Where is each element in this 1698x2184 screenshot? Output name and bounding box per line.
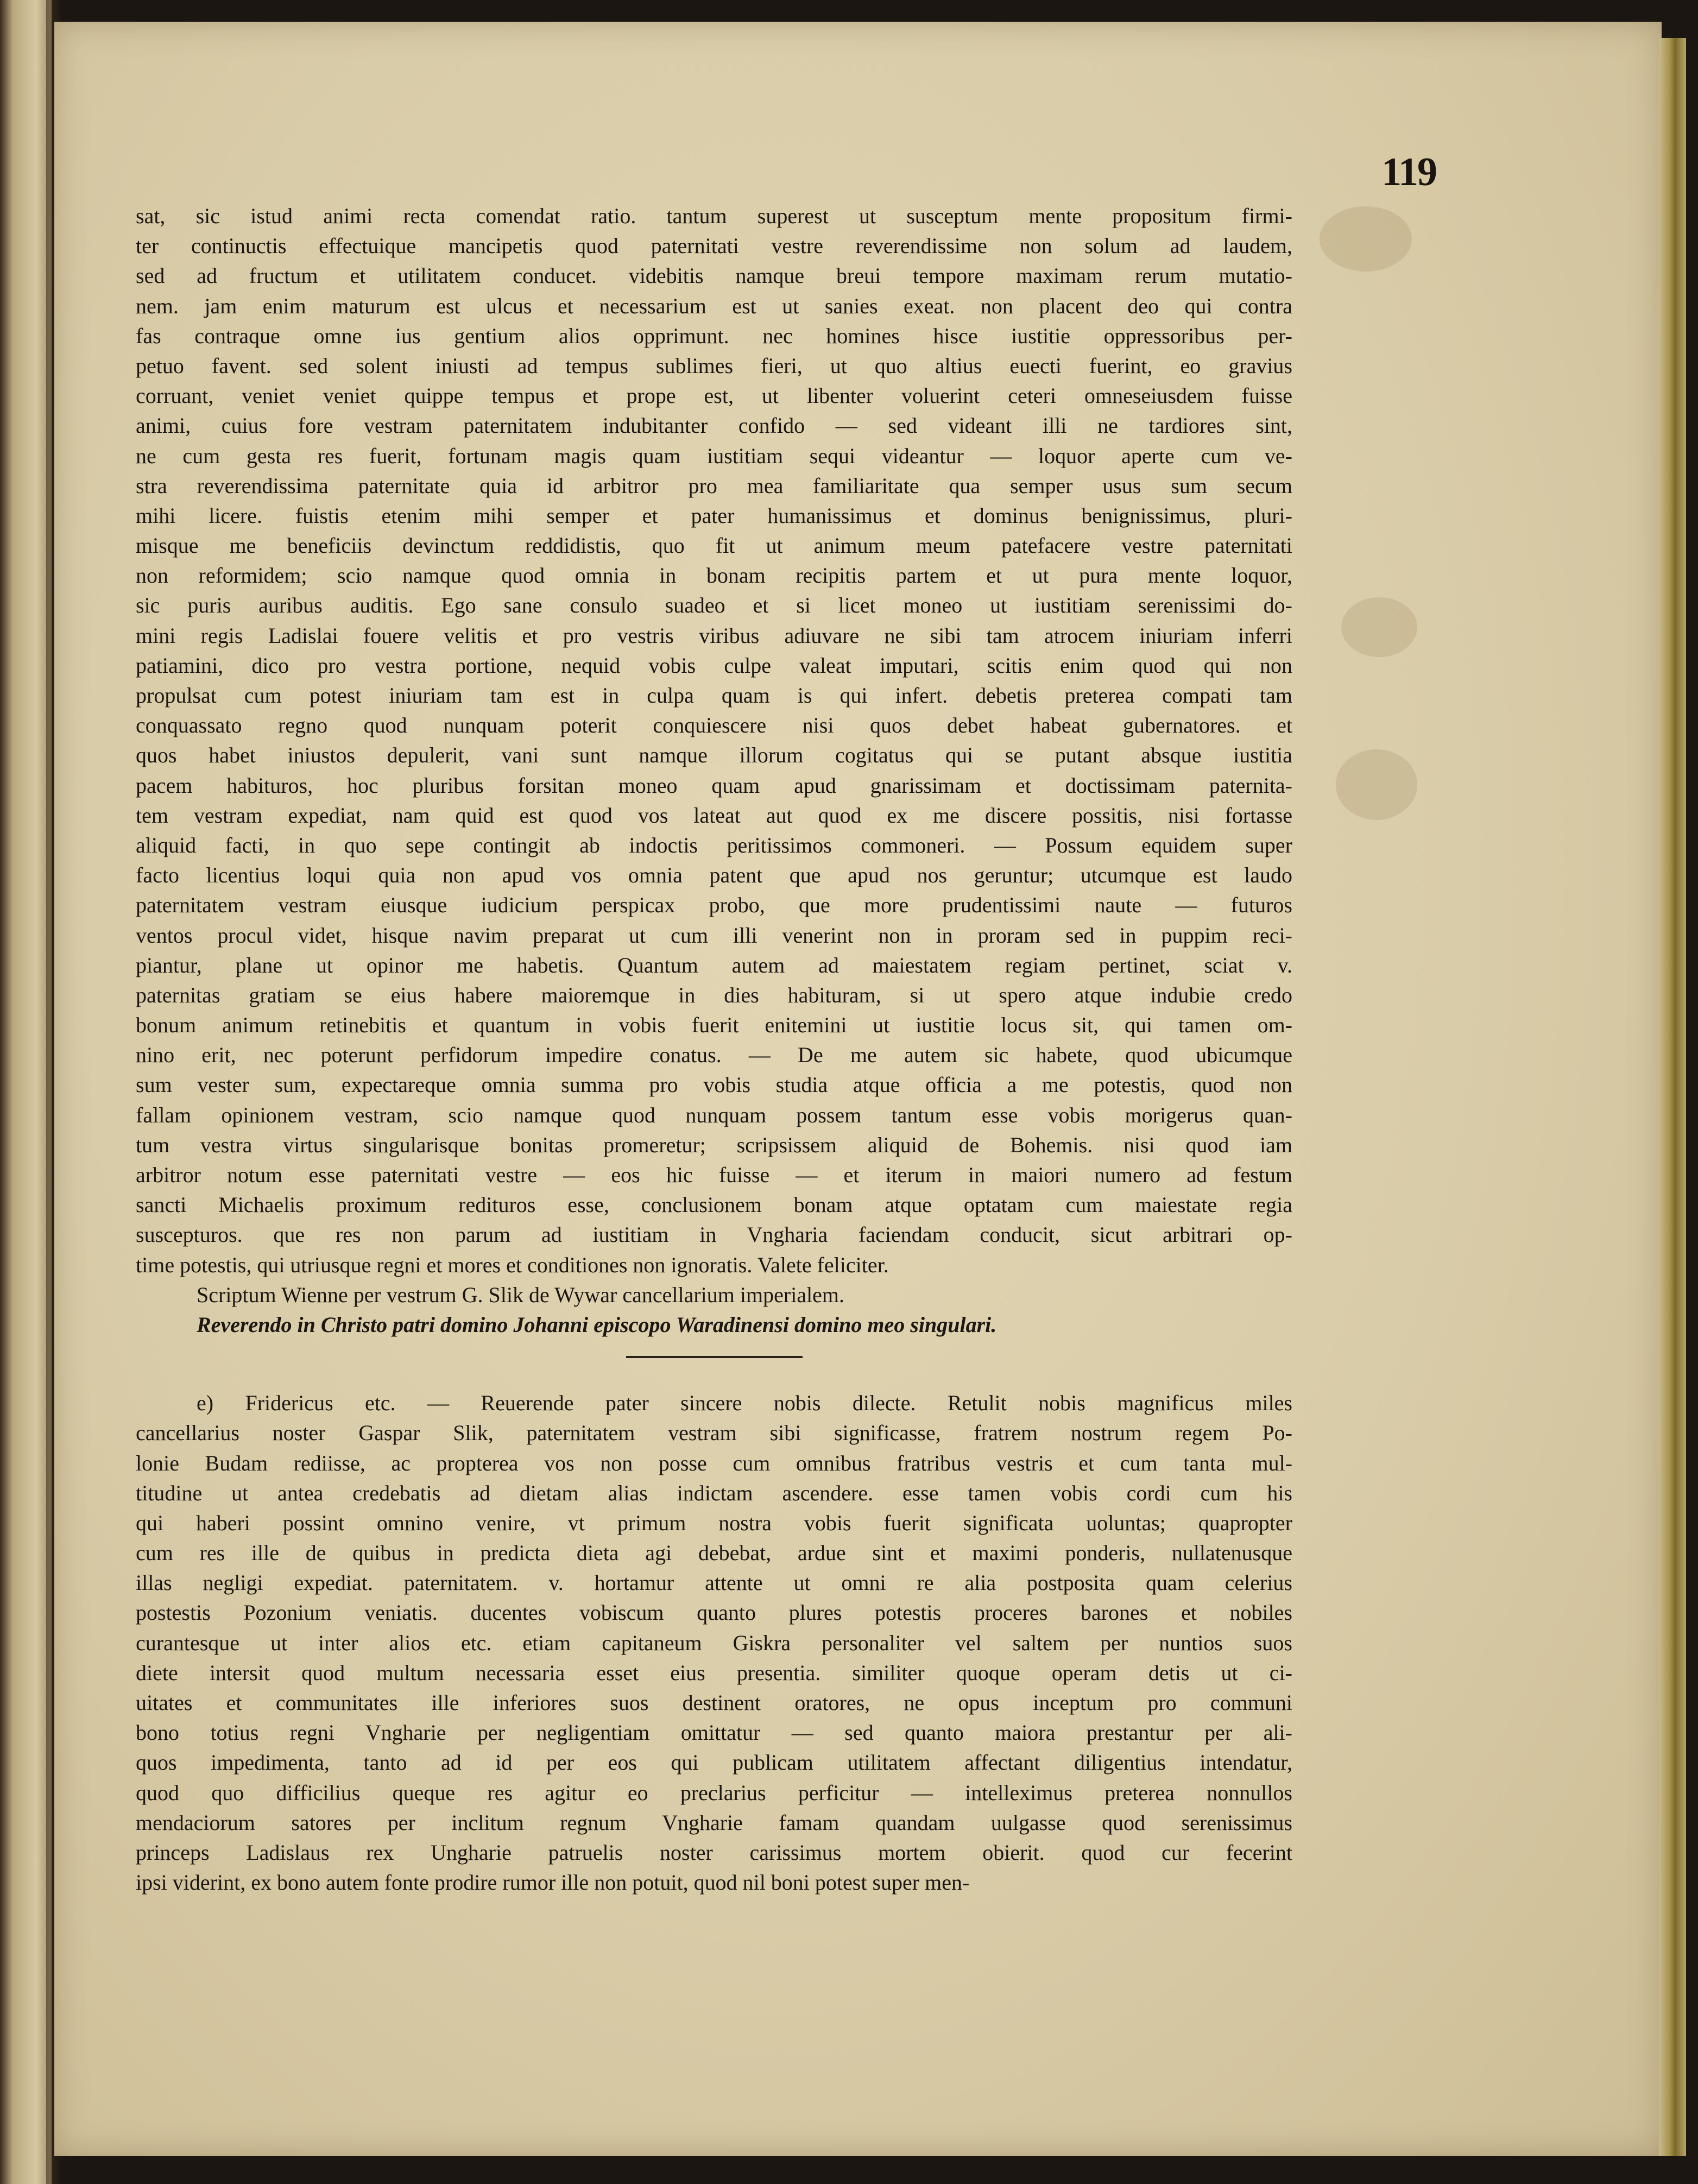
text-line: stra reverendissima paternitate quia id arbitror pro mea familiaritate qua semper usus sum secum xyxy=(136,473,1292,498)
text-line: time potestis, qui utriusque regni et mores et conditiones non ignoratis. Valete feliciter. xyxy=(136,1252,889,1277)
text-line: non reformidem; scio namque quod omnia in bonam recipitis partem et ut pura mente loquor, xyxy=(136,563,1292,588)
text-line: nem. jam enim maturum est ulcus et necessarium est ut sanies exeat. non placent deo qui contra xyxy=(136,293,1292,318)
text-line: aliquid facti, in quo sepe contingit ab indoctis peritissimos commoneri. — Possum equidem super xyxy=(136,832,1292,857)
text-line: conquassato regno quod nunquam poterit conquiescere nisi quos debet habeat gubernatores. et xyxy=(136,713,1292,738)
text-line: patiamini, dico pro vestra portione, nequid vobis culpe valeat imputari, scitis enim quod qui non xyxy=(136,653,1292,678)
text-line: facto licentius loqui quia non apud vos omnia patent que apud nos geruntur; utcumque est laudo xyxy=(136,863,1292,888)
letter-address: Reverendo in Christo patri domino Johanni episcopo Waradinensi domino meo singulari. xyxy=(197,1312,997,1337)
text-line: tum vestra virtus singularisque bonitas promeretur; scripsissem aliquid de Bohemis. nisi quod iam xyxy=(136,1132,1292,1157)
text-line: ipsi viderint, ex bono autem fonte prodire rumor ille non potuit, quod nil boni potest super men- xyxy=(136,1870,970,1895)
text-line: quod quo difficilius queque res agitur eo preclarius perficitur — intelleximus preterea nonnullos xyxy=(136,1780,1292,1805)
text-line: qui haberi possint omnino venire, vt primum nostra vobis fuerit significata uoluntas; quapropter xyxy=(136,1510,1292,1535)
text-line: fas contraque omne ius gentium alios opprimunt. nec homines hisce iustitie oppressoribus per- xyxy=(136,323,1292,348)
text-line: mihi licere. fuistis etenim mihi semper et pater humanissimus et dominus benignissimus, pluri- xyxy=(136,503,1292,528)
text-line: paternitas gratiam se eius habere maioremque in dies habituram, si ut spero atque indubie credo xyxy=(136,982,1292,1007)
text-line: e) Fridericus etc. — Reuerende pater sincere nobis dilecte. Retulit nobis magnificus miles xyxy=(197,1391,1292,1416)
text-line: sum vester sum, expectareque omnia summa pro vobis studia atque officia a me potestis, quod non xyxy=(136,1072,1292,1097)
text-line: bonum animum retinebitis et quantum in vobis fuerit enitemini ut iustitie locus sit, qui tamen om- xyxy=(136,1013,1292,1038)
letter-text xyxy=(136,201,1292,1280)
text-line: sed ad fructum et utilitatem conducet. videbitis namque breui tempore maximam rerum mutatio- xyxy=(136,263,1292,288)
text-line: illas negligi expediat. paternitatem. v. hortamur attente ut omni re alia postposita quam celerius xyxy=(136,1570,1292,1595)
text-line: paternitatem vestram eiusque iudicium perspicax probo, que more prudentissimi naute — futuros xyxy=(136,893,1292,918)
text-line: sat, sic istud animi recta comendat ratio. tantum superest ut susceptum mente propositum firmi- xyxy=(136,204,1292,228)
text-line: misque me beneficiis devinctum reddidistis, quo fit ut animum meum patefacere vestre paternitati xyxy=(136,533,1292,558)
text-line: pacem habituros, hoc pluribus forsitan moneo quam apud gnarissimam et doctissimam paternita- xyxy=(136,773,1292,798)
letter-signature: Scriptum Wienne per vestrum G. Slik de Wywar cancellarium imperialem. xyxy=(197,1282,845,1307)
text-line: petuo favent. sed solent iniusti ad tempus sublimes fieri, ut quo altius euecti fuerint, eo gravius xyxy=(136,353,1292,378)
text-line: nino erit, nec poterunt perfidorum impedire conatus. — De me autem sic habete, quod ubicumque xyxy=(136,1043,1292,1068)
text-line: arbitror notum esse paternitati vestre — eos hic fuisse — et iterum in maiori numero ad festum xyxy=(136,1163,1292,1187)
left-page-edge xyxy=(0,0,52,2184)
text-line: cancellarius noster Gaspar Slik, paternitatem vestram sibi significasse, fratrem nostrum regem Po- xyxy=(136,1421,1292,1446)
section-divider xyxy=(626,1356,803,1358)
text-line: piantur, plane ut opinor me habetis. Quantum autem ad maiestatem regiam pertinet, sciat v. xyxy=(136,952,1292,977)
text-line: cum res ille de quibus in predicta dieta agi debebat, ardue sint et maximi ponderis, nullatenusque xyxy=(136,1541,1292,1566)
text-line: ne cum gesta res fuerit, fortunam magis quam iustitiam sequi videantur — loquor aperte cum ve- xyxy=(136,443,1292,468)
text-line: ventos procul videt, hisque navim preparat ut cum illi venerint non in proram sed in puppim reci- xyxy=(136,923,1292,948)
text-line: lonie Budam rediisse, ac propterea vos non posse cum omnibus fratribus vestris et cum tanta mul- xyxy=(136,1450,1292,1475)
text-line: sancti Michaelis proximum redituros esse, conclusionem bonam atque optatam cum maiestate regia xyxy=(136,1192,1292,1217)
text-line: propulsat cum potest iniuriam tam est in culpa quam is qui infert. debetis preterea compati tam xyxy=(136,683,1292,708)
text-line: mendaciorum satores per inclitum regnum Vngharie famam quandam uulgasse quod serenissimus xyxy=(136,1810,1292,1835)
text-line: bono totius regni Vngharie per negligentiam omittatur — sed quanto maiora prestantur per ali- xyxy=(136,1720,1292,1745)
text-line: princeps Ladislaus rex Ungharie patruelis noster carissimus mortem obierit. quod cur fecerint xyxy=(136,1840,1292,1865)
text-line: tem vestram expediat, nam quid est quod vos lateat aut quod ex me discere possitis, nisi fortasse xyxy=(136,803,1292,828)
text-line: postestis Pozonium veniatis. ducentes vobiscum quanto plures potestis proceres barones et nobiles xyxy=(136,1600,1292,1625)
text-line: ter continuctis effectuique mancipetis quod paternitati vestre reverendissime non solum ad laudem, xyxy=(136,233,1292,258)
second-letter-text xyxy=(136,1388,1292,1897)
page-body xyxy=(136,201,1292,1897)
text-line: fallam opinionem vestram, scio namque quod nunquam possem tantum esse vobis morigerus quan- xyxy=(136,1102,1292,1127)
page-number: 119 xyxy=(1381,150,1436,194)
text-line: quos habet iniustos depulerit, vani sunt namque illorum cogitatus qui se putant absque iustitia xyxy=(136,743,1292,768)
text-line: curantesque ut inter alios etc. etiam capitaneum Giskra personaliter vel saltem per nuntios suos xyxy=(136,1630,1292,1655)
text-line: quos impedimenta, tanto ad id per eos qui publicam utilitatem affectant diligentius intendatur, xyxy=(136,1750,1292,1775)
text-line: animi, cuius fore vestram paternitatem indubitanter confido — sed videant illi ne tardiores sint, xyxy=(136,413,1292,438)
paper-stain xyxy=(1341,597,1417,657)
text-line: sic puris auribus auditis. Ego sane consulo suadeo et si licet moneo ut iustitiam serenissimi do- xyxy=(136,593,1292,618)
text-line: suscepturos. que res non parum ad iustitiam in Vngharia faciendam conducit, sicut arbitrari op- xyxy=(136,1222,1292,1247)
text-line: diete intersit quod multum necessaria esset eius presentia. similiter quoque operam detis ut ci- xyxy=(136,1660,1292,1685)
text-line: uitates et communitates ille inferiores suos destinent oratores, ne opus inceptum pro communi xyxy=(136,1690,1292,1715)
page-edges-stack xyxy=(1659,38,1686,2156)
paper-stain xyxy=(1336,749,1417,820)
paper-stain xyxy=(1320,206,1412,272)
text-line: corruant, veniet veniet quippe tempus et prope est, ut libenter voluerint ceteri omneseiusdem fuisse xyxy=(136,383,1292,408)
text-line: titudine ut antea credebatis ad dietam alias indictam ascendere. esse tamen vobis cordi cum his xyxy=(136,1480,1292,1505)
text-line: mini regis Ladislai fouere velitis et pro vestris viribus adiuvare ne sibi tam atrocem iniuriam inferri xyxy=(136,623,1292,648)
